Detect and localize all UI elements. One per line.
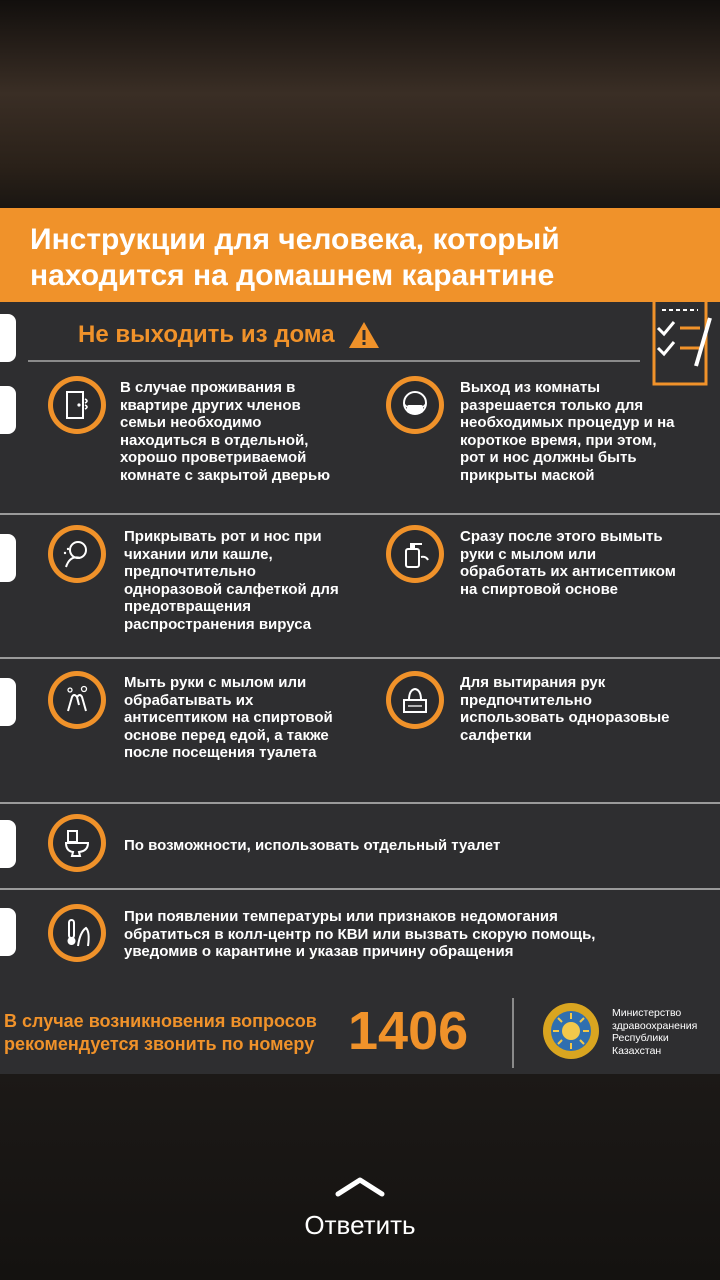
kazakhstan-emblem-icon xyxy=(541,1001,601,1061)
row-divider xyxy=(0,888,720,890)
hotline-caption: В случае возникновения вопросов рекомендуется звонить по номеру xyxy=(4,1011,317,1054)
row-divider xyxy=(0,802,720,804)
instruction-text: По возможности, использовать отдельный туалет xyxy=(124,837,501,854)
hotline-number[interactable]: 1406 xyxy=(348,1001,469,1061)
left-tab xyxy=(0,314,16,362)
section-title: Не выходить из дома xyxy=(78,320,381,350)
left-tab xyxy=(0,534,16,582)
ministry-label: Министерство здравоохранения Республики Казахстан xyxy=(612,1007,698,1057)
poster-title: Инструкции для человека, который находится на домашнем карантине xyxy=(30,223,560,292)
left-tab xyxy=(0,908,16,956)
instruction-text: Сразу после этого вымыть руки с мылом или обработать их антисептиком на спиртовой основе xyxy=(460,528,676,598)
row-divider xyxy=(0,513,720,515)
instruction-text: При появлении температуры или признаков недомогания обратиться в колл-центр по КВИ или вызвать скорую помощь, уведомив о карантине и указав причину обращения xyxy=(124,908,596,960)
poster-header xyxy=(0,208,720,302)
instruction-text: Для вытирания рук предпочтительно использовать одноразовые салфетки xyxy=(460,674,670,744)
cough-icon xyxy=(48,525,106,583)
toilet-icon xyxy=(48,814,106,872)
blurred-background-top xyxy=(0,0,720,208)
chevron-up-icon[interactable] xyxy=(334,1174,386,1198)
instruction-text: Мыть руки с мылом или обрабатывать их антисептиком на спиртовой основе перед едой, а также после посещения туалета xyxy=(124,674,333,761)
door-icon xyxy=(48,376,106,434)
checklist-icon xyxy=(648,288,720,388)
footer-separator xyxy=(512,998,514,1068)
instruction-text: Выход из комнаты разрешается только для необходимых процедур и на короткое время, при этом, рот и нос должны быть прикрыты маской xyxy=(460,379,675,484)
section-underline xyxy=(28,360,640,362)
reply-button[interactable]: Ответить xyxy=(304,1210,416,1240)
warning-icon xyxy=(347,320,381,350)
left-tab xyxy=(0,820,16,868)
instruction-text: Прикрывать рот и нос при чихании или кашле, предпочтительно одноразовой салфеткой для предотвращения распространения вируса xyxy=(124,528,339,633)
soap-dispenser-icon xyxy=(386,525,444,583)
hand-washing-icon xyxy=(48,671,106,729)
thermometer-icon xyxy=(48,904,106,962)
left-tab xyxy=(0,386,16,434)
tissue-box-icon xyxy=(386,671,444,729)
row-divider xyxy=(0,657,720,659)
face-mask-icon xyxy=(386,376,444,434)
instruction-text: В случае проживания в квартире других членов семьи необходимо находиться в отдельной, хорошо проветриваемой комнате с закрытой дверью xyxy=(120,379,330,484)
left-tab xyxy=(0,678,16,726)
quarantine-instructions-poster xyxy=(0,208,720,1074)
